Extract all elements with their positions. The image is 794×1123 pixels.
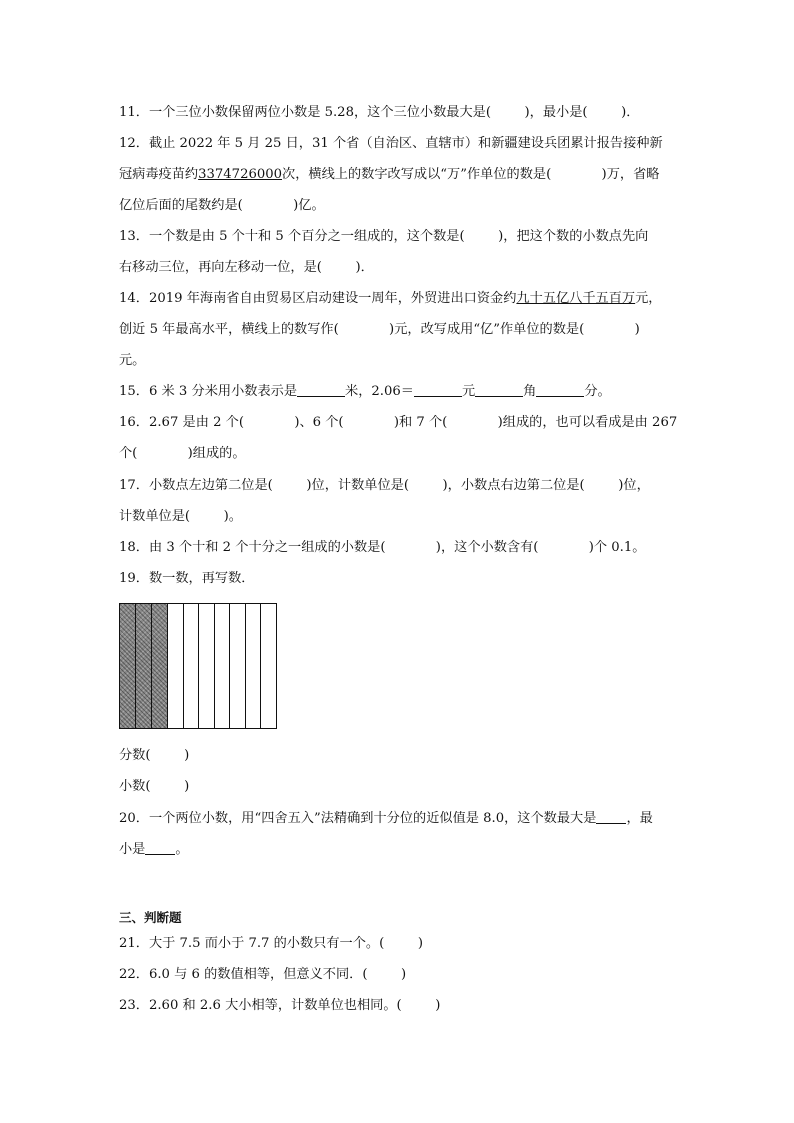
answer-blank[interactable] bbox=[273, 478, 307, 493]
question-14-line-1: 14．2019 年海南省自由贸易区启动建设一周年，外贸进出口资金约九十五亿八千五百万元， bbox=[119, 291, 662, 306]
question-22: 22．6.0 与 6 的数值相等，但意义不同．( ) bbox=[119, 967, 407, 982]
answer-blank[interactable] bbox=[385, 540, 435, 555]
question-21: 21．大于 7.5 而小于 7.7 的小数只有一个。( ) bbox=[119, 936, 423, 951]
question-18: 18．由 3 个十和 2 个十分之一组成的小数是( )，这个小数含有( )个 0.1。 bbox=[119, 540, 646, 555]
question-23: 23．2.60 和 2.6 大小相等，计数单位也相同。( ) bbox=[119, 998, 441, 1013]
answer-blank[interactable] bbox=[447, 415, 497, 430]
answer-blank[interactable] bbox=[244, 415, 294, 430]
answer-blank[interactable] bbox=[151, 779, 185, 794]
answer-blank[interactable] bbox=[409, 478, 443, 493]
answer-blank[interactable] bbox=[145, 841, 175, 855]
decimal-answer: 小数( ) bbox=[119, 779, 190, 794]
empty-bar bbox=[214, 603, 231, 729]
empty-bar bbox=[183, 603, 200, 729]
question-19-title: 19．数一数，再写数． bbox=[119, 571, 255, 586]
fraction-answer: 分数( ) bbox=[119, 748, 190, 763]
answer-blank[interactable] bbox=[297, 383, 345, 397]
shaded-bar bbox=[119, 603, 137, 729]
answer-blank[interactable] bbox=[384, 936, 418, 951]
answer-blank[interactable] bbox=[588, 105, 622, 120]
question-20-line-2: 小是 。 bbox=[119, 842, 189, 857]
answer-blank[interactable] bbox=[339, 322, 389, 337]
empty-bar bbox=[260, 603, 277, 729]
question-13-line-2: 右移动三位，再向左移动一位，是( )． bbox=[119, 260, 374, 275]
underlined-number: 3374726000 bbox=[198, 167, 283, 182]
answer-blank[interactable] bbox=[465, 229, 499, 244]
question-15: 15．6 米 3 分米用小数表示是 米，2.06＝ 元 角 分。 bbox=[119, 384, 611, 399]
answer-blank[interactable] bbox=[151, 748, 185, 763]
answer-blank[interactable] bbox=[538, 540, 588, 555]
answer-blank[interactable] bbox=[585, 478, 619, 493]
answer-blank[interactable] bbox=[596, 810, 626, 824]
underlined-number: 九十五亿八千五百万 bbox=[516, 291, 636, 306]
answer-blank[interactable] bbox=[414, 383, 462, 397]
answer-blank[interactable] bbox=[491, 105, 525, 120]
answer-blank[interactable] bbox=[584, 322, 634, 337]
shaded-bar bbox=[135, 603, 153, 729]
section-heading: 三、判断题 bbox=[119, 910, 182, 925]
answer-blank[interactable] bbox=[322, 260, 356, 275]
question-11: 11．一个三位小数保留两位小数是 5.28，这个三位小数最大是( )，最小是( )． bbox=[119, 105, 640, 120]
empty-bar bbox=[245, 603, 262, 729]
question-14-line-3: 元。 bbox=[119, 353, 146, 368]
question-16-line-1: 16．2.67 是由 2 个( )、6 个( )和 7 个( )组成的，也可以看成是由 267 bbox=[119, 415, 678, 430]
answer-blank[interactable] bbox=[368, 967, 402, 982]
question-12-line-2: 冠病毒疫苗约3374726000次，横线上的数字改写成以“万”作单位的数是( )万，省略 bbox=[119, 167, 660, 182]
question-17-line-1: 17．小数点左边第二位是( )位，计数单位是( )，小数点右边第二位是( )位， bbox=[119, 478, 650, 493]
answer-blank[interactable] bbox=[536, 383, 584, 397]
answer-blank[interactable] bbox=[475, 383, 523, 397]
question-20-line-1: 20．一个两位小数，用“四舍五入”法精确到十分位的近似值是 8.0，这个数最大是 ，最 bbox=[119, 811, 653, 826]
answer-blank[interactable] bbox=[402, 998, 436, 1013]
question-16-line-2: 个( )组成的。 bbox=[119, 446, 246, 461]
answer-blank[interactable] bbox=[243, 198, 293, 213]
empty-bar bbox=[167, 603, 184, 729]
question-12-line-3: 亿位后面的尾数约是( )亿。 bbox=[119, 198, 325, 213]
question-13-line-1: 13．一个数是由 5 个十和 5 个百分之一组成的，这个数是( )，把这个数的小数点先向 bbox=[119, 229, 649, 244]
answer-blank[interactable] bbox=[551, 167, 601, 182]
answer-blank[interactable] bbox=[190, 509, 224, 524]
question-12-line-1: 12．截止 2022 年 5 月 25 日，31 个省（自治区、直辖市）和新疆建设兵团累计报告接种新 bbox=[119, 136, 663, 151]
question-17-line-2: 计数单位是( )。 bbox=[119, 509, 242, 524]
answer-blank[interactable] bbox=[137, 446, 187, 461]
answer-blank[interactable] bbox=[344, 415, 394, 430]
question-14-line-2: 创近 5 年最高水平，横线上的数写作( )元，改写成用“亿”作单位的数是( ) bbox=[119, 322, 640, 337]
shaded-bar bbox=[151, 603, 169, 729]
empty-bar bbox=[229, 603, 246, 729]
empty-bar bbox=[198, 603, 215, 729]
